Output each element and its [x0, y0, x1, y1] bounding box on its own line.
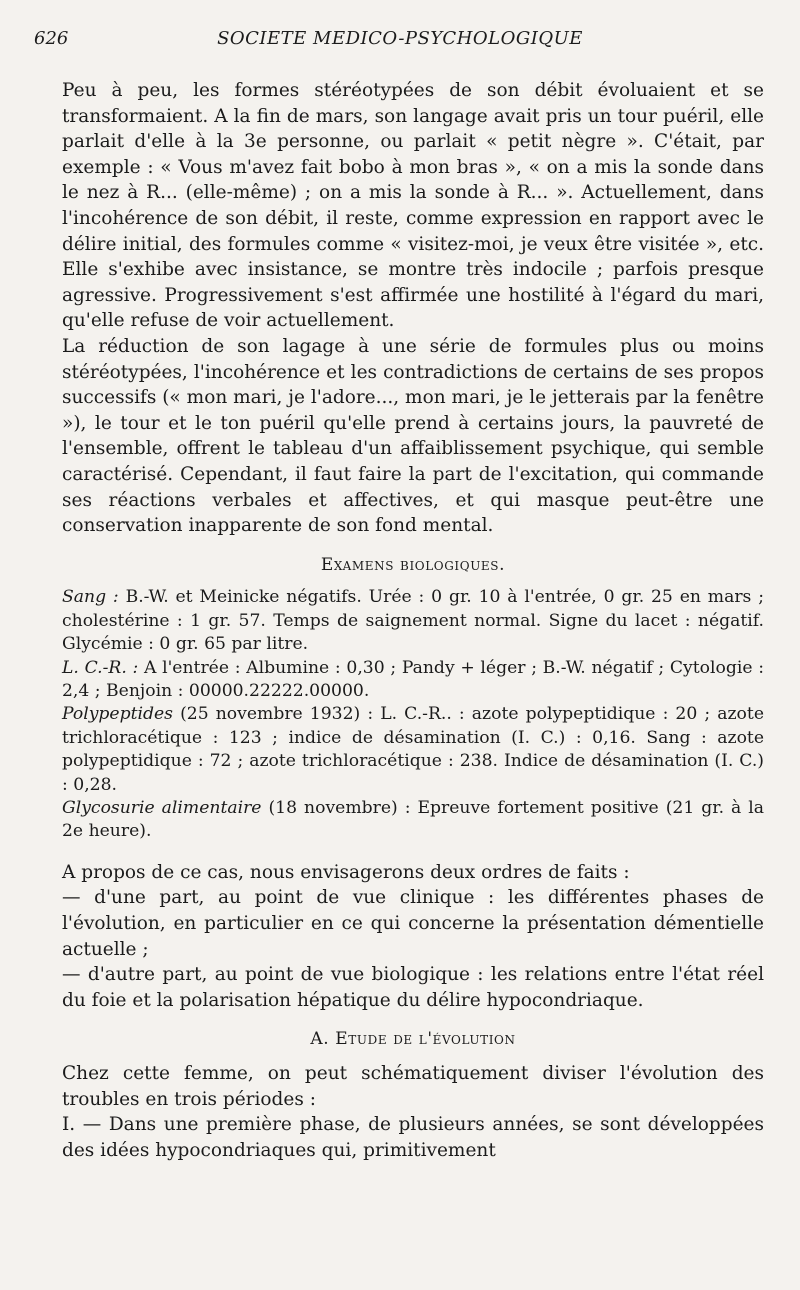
page-number: 626 — [34, 28, 69, 49]
exams-heading: Examens biologiques. — [320, 554, 506, 575]
case-paragraph-2-text: La réduction de son lagage à une série de formules plus ou moins stéréotypées, l'incohérence et les contradictions de certains de ses propos successifs (« mon mari, je l'adore..., mon mari, je le jetterais par la fenêtre »), le tour et le ton puéril qu'elle prend à certains jours, la pauvreté de l'ensemble, offrent le tableau d'un affaiblissement psychique, qui semble caractérisé. Cependant, il faut faire la part de l'excitation, qui commande ses réactions verbales et affectives, et qui masque peut-être une conservation inapparente de son fond mental. — [62, 335, 764, 537]
discussion-intro: A propos de ce cas, nous envisagerons deux ordres de faits : — [62, 861, 630, 883]
running-title: SOCIETE MEDICO-PSYCHOLOGIQUE — [217, 28, 583, 49]
case-paragraph-1 — [62, 78, 764, 334]
exam-lcr — [62, 657, 764, 704]
page-body — [62, 78, 764, 1163]
exam-lcr-label: L. C.-R. : — [62, 657, 139, 678]
case-paragraph-1-text: Peu à peu, les formes stéréotypées de son débit évoluaient et se transformaient. A la fin de mars, son langage avait pris un tour puéril, elle parlait d'elle à la 3e personne, ou parlait « petit nègre ». C'était, par exemple : « Vous m'avez fait bobo à mon bras », « on a mis la sonde dans le nez à R... (elle-même) ; on a mis la sonde à R... ». Actuellement, dans l'incohérence de son débit, il reste, comme expression en rapport avec le délire initial, des formules comme « visitez-moi, je veux être visitée », etc. Elle s'exhibe avec insistance, se montre très indocile ; parfois presque agressive. Progressivement s'est affirmée une hostilité à l'égard du mari, qu'elle refuse de voir actuellement. — [62, 80, 764, 332]
exam-glycosurie-text: (18 novembre) : Epreuve fortement positive (21 gr. à la 2e heure). — [62, 797, 764, 842]
exam-sang — [62, 586, 764, 656]
exams-section — [62, 586, 764, 843]
exam-polypeptides-label: Polypeptides — [62, 704, 173, 725]
case-paragraph-2 — [62, 334, 764, 539]
page-header — [30, 28, 770, 52]
exam-polypeptides-text: (25 novembre 1932) : L. C.-R.. : azote polypeptidique : 20 ; azote trichloracétique : 123 ; indice de désamination (I. C.) : 0,16. Sang : azote polypeptidique : 72 ; azote trichloracétique : 238. Indice de désamination (I. C.) : 0,28. — [62, 704, 764, 795]
exam-lcr-text: A l'entrée : Albumine : 0,30 ; Pandy + léger ; B.-W. négatif ; Cytologie : 2,4 ; Benjoin : 00000.22222.00000. — [62, 657, 764, 701]
section-paragraph-1: Chez cette femme, on peut schématiquement diviser l'évolution des troubles en trois périodes : — [62, 1062, 764, 1110]
section-paragraph-2: I. — Dans une première phase, de plusieurs années, se sont développées des idées hypocondriaques qui, primitivement — [62, 1114, 764, 1161]
discussion-clinical: — d'une part, au point de vue clinique : les différentes phases de l'évolution, en particulier en ce qui concerne la présentation démentielle actuelle ; — [62, 887, 764, 960]
section-heading: A. Etude de l'évolution — [310, 1029, 516, 1050]
exam-glycosurie — [62, 797, 764, 844]
exam-glycosurie-label: Glycosurie alimentaire — [62, 797, 262, 818]
spacer — [62, 844, 764, 860]
exam-sang-label: Sang : — [62, 587, 119, 608]
exam-polypeptides — [62, 703, 764, 797]
exam-sang-text: B.-W. et Meinicke négatifs. Urée : 0 gr. 10 à l'entrée, 0 gr. 25 en mars ; cholestérine : 1 gr. 57. Temps de saignement normal. Signe du lacet : négatif. Glycémie : 0 gr. 65 par litre. — [62, 587, 764, 655]
discussion-biological: — d'autre part, au point de vue biologique : les relations entre l'état réel du foie et la polarisation hépatique du délire hypocondriaque. — [62, 964, 764, 1011]
